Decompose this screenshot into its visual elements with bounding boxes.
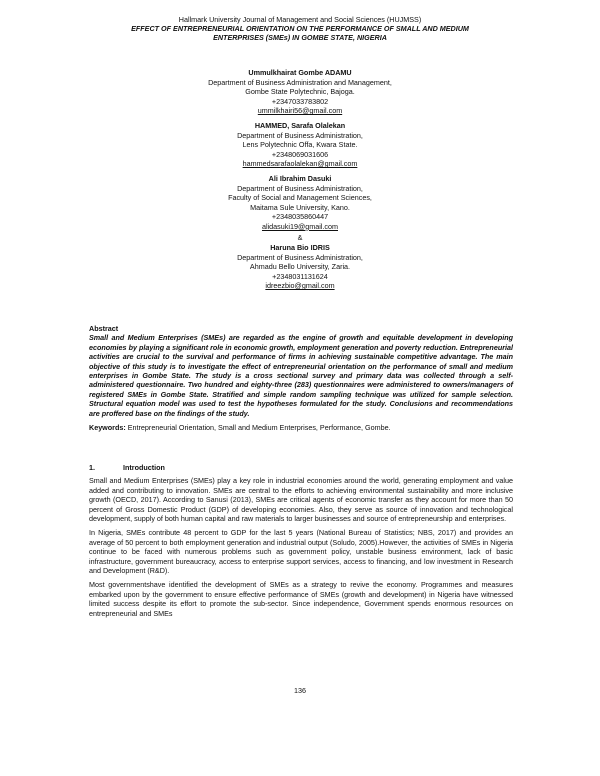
- author-affiliation: Lens Polytechnic Offa, Kwara State.: [242, 140, 358, 150]
- journal-header: Hallmark University Journal of Management and Social Sciences (HUJMSS): [178, 15, 422, 24]
- abstract-section: [89, 324, 513, 432]
- author-email-link[interactable]: alidasuki19@gmail.com: [261, 221, 338, 231]
- author-affiliation: Ahmadu Bello University, Zaria.: [249, 262, 351, 272]
- author-email-link[interactable]: ummilkhairi56@gmail.com: [257, 106, 343, 116]
- author-name: Haruna Bio IDRIS: [270, 243, 330, 253]
- keywords-line: [89, 423, 513, 432]
- author-name: HAMMED, Sarafa Olalekan: [254, 120, 346, 130]
- author-phone: +2347033783802: [271, 96, 329, 106]
- author-affiliation: Department of Business Administration and Management,: [208, 77, 392, 87]
- author-email-link[interactable]: hammedsarafaolalekan@gmail.com: [242, 159, 358, 169]
- author-name: Ali Ibrahim Dasuki: [268, 173, 332, 183]
- author-2: [100, 121, 500, 169]
- author-affiliation: Department of Business Administration,: [237, 183, 363, 193]
- author-affiliation: Department of Business Administration,: [237, 130, 363, 140]
- author-phone: +2348035860447: [271, 212, 329, 222]
- section-heading: [89, 463, 513, 472]
- introduction-section: [89, 463, 513, 623]
- paragraph: Small and Medium Enterprises (SMEs) play a key role in industrial economies around the world, generating employment and value added and contributing to innovation. SMEs are central to the efforts to achieving environmental sustainability and more inclusive growth (OECD, 2017). According to Sanusi (2013), SMEs are critical agents of economic transfer as they account for more than 50 percent of Gross Domestic Product (GDP) of developing economies. Also, they serve as source of innovation and technological development, supply of both human capital and raw materials to larger businesses and source of entrepreneurship and enterprises.: [89, 476, 513, 524]
- abstract-body: Small and Medium Enterprises (SMEs) are regarded as the engine of growth and equitable development in developing economies by playing a significant role in economic growth, employment generation and poverty reduction. Entrepreneurial activities are crucial to the survival and performance of firms in achieving sustainable competitive advantage. The main objective of this study is to investigate the effect of entrepreneurial orientation on the performance of small and medium enterprises in Gombe State. The study is a cross sectional survey and primary data was collected through a self-administered questionnaire. Two hundred and eighty-three (283) questionnaires were administered to owners/managers of registered SMEs in Gombe State. Stratified and simple random sampling technique was utilized for sample selection. Structural equation model was used to test the hypotheses formulated for the study. Conclusions and recommendations are proffered base on the findings of the study.: [89, 333, 513, 418]
- section-title: Introduction: [123, 463, 165, 472]
- paragraph: Most governmentshave identified the development of SMEs as a strategy to revive the economy. Programmes and measures embarked upon by the government to ensure effective performance of SMEs (growth and development) in Nigeria have witnessed limited success despite its effort to promote the sub-sector. Since independence, Government spends enormous resources on entrepreneurial and SMEs: [89, 580, 513, 618]
- author-list: [100, 68, 500, 296]
- keywords-text: Entrepreneurial Orientation, Small and Medium Enterprises, Performance, Gombe.: [125, 423, 391, 433]
- author-3: [100, 174, 500, 232]
- author-phone: +2348069031606: [271, 149, 329, 159]
- keywords-label: Keywords:: [89, 423, 126, 433]
- author-1: [100, 68, 500, 116]
- author-name: Ummulkhairat Gombe ADAMU: [248, 68, 352, 77]
- author-affiliation: Faculty of Social and Management Sciences,: [228, 193, 372, 203]
- author-affiliation: Department of Business Administration,: [237, 252, 363, 262]
- author-email-link[interactable]: idreezbio@gmail.com: [265, 281, 335, 291]
- title-line-1: EFFECT OF ENTREPRENEURIAL ORIENTATION ON THE PERFORMANCE OF SMALL AND MEDIUM: [131, 24, 469, 33]
- section-number: 1.: [89, 463, 95, 472]
- paper-title: [60, 24, 540, 42]
- author-separator: &: [297, 232, 303, 242]
- abstract-heading: Abstract: [89, 324, 119, 333]
- author-4: [100, 243, 500, 291]
- author-phone: +2348031131624: [272, 271, 328, 281]
- page-number: 136: [294, 686, 306, 695]
- paragraph: In Nigeria, SMEs contribute 48 percent to GDP for the last 5 years (National Bureau of Statistics; NBS, 2017) and provides an average of 50 percent to both employment generation and industrial output (Soludo, 2005).However, the activities of SMEs in Nigeria continue to be faced with numerous problems such as government policy, unstable business environment, lack of basic infrastructure, government bureaucracy, access to enterprise support services, access to financing, and low investment in Research and Development (R&D).: [89, 528, 513, 576]
- author-affiliation: Maitama Sule University, Kano.: [250, 202, 350, 212]
- author-affiliation: Gombe State Polytechnic, Bajoga.: [245, 87, 355, 97]
- title-line-2: ENTERPRISES (SMEs) IN GOMBE STATE, NIGERIA: [213, 33, 387, 42]
